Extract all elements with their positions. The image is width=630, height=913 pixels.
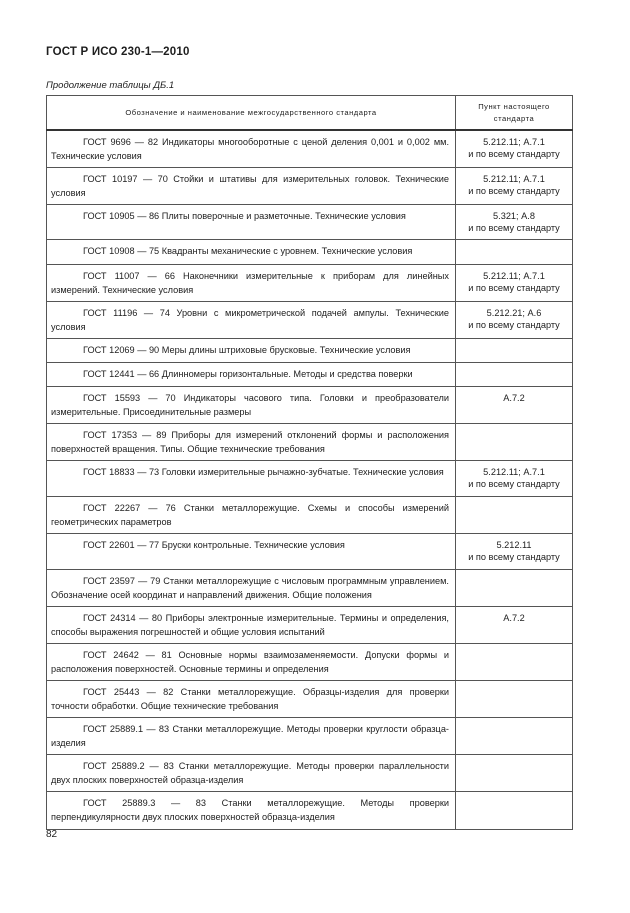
standard-name-cell: ГОСТ 25443 — 82 Станки металлорежущие. Образцы-изделия для проверки точности обработки. Общие технические требования (47, 681, 456, 718)
table-row (47, 424, 573, 461)
standard-name-cell: ГОСТ 12069 — 90 Меры длины штриховые брусковые. Технические условия (47, 339, 456, 363)
table-row (47, 607, 573, 644)
standard-name-cell: ГОСТ 12441 — 66 Длинномеры горизонтальные. Методы и средства поверки (47, 363, 456, 387)
clause-reference-cell: 5.212.11; А.7.1 и по всему стандарту (456, 461, 573, 497)
document-title: ГОСТ Р ИСО 230-1—2010 (46, 46, 190, 58)
standard-name-cell: ГОСТ 10197 — 70 Стойки и штативы для измерительных головок. Технические условия (47, 168, 456, 205)
table-header-row (47, 96, 573, 131)
clause-reference-cell: А.7.2 (456, 387, 573, 424)
table-row (47, 363, 573, 387)
standard-name-cell: ГОСТ 11196 — 74 Уровни с микрометрической подачей ампулы. Технические условия (47, 302, 456, 339)
table-row (47, 240, 573, 265)
standard-name-cell: ГОСТ 25889.3 — 83 Станки металлорежущие. Методы проверки перпендикулярности двух плоских поверхностей образца-изделия (47, 792, 456, 830)
table-row (47, 387, 573, 424)
clause-reference-cell (456, 718, 573, 755)
table-row (47, 205, 573, 240)
standard-name-cell: ГОСТ 9696 — 82 Индикаторы многооборотные с ценой деления 0,001 и 0,002 мм. Технические условия (47, 130, 456, 168)
standards-table (46, 95, 573, 830)
clause-reference-cell: 5.321; А.8 и по всему стандарту (456, 205, 573, 240)
table-row (47, 718, 573, 755)
table-row (47, 755, 573, 792)
clause-reference-cell (456, 644, 573, 681)
table-row (47, 461, 573, 497)
standard-name-cell: ГОСТ 24314 — 80 Приборы электронные измерительные. Термины и определения, способы выражения погрешностей и общие условия испытаний (47, 607, 456, 644)
table-row (47, 534, 573, 570)
page-number: 82 (46, 829, 58, 840)
standard-name-cell: ГОСТ 22601 — 77 Бруски контрольные. Технические условия (47, 534, 456, 570)
table-row (47, 792, 573, 830)
table-caption: Продолжение таблицы ДБ.1 (46, 80, 175, 91)
standard-name-cell: ГОСТ 10908 — 75 Квадранты механические с уровнем. Технические условия (47, 240, 456, 265)
table-row (47, 130, 573, 168)
table-row (47, 168, 573, 205)
standard-name-cell: ГОСТ 23597 — 79 Станки металлорежущие с числовым программным управлением. Обозначение осей координат и направлений движения. Общие положения (47, 570, 456, 607)
standard-name-cell: ГОСТ 25889.1 — 83 Станки металлорежущие. Методы проверки круглости образца-изделия (47, 718, 456, 755)
table-row (47, 302, 573, 339)
clause-reference-cell: 5.212.11; А.7.1 и по всему стандарту (456, 265, 573, 302)
standard-name-cell: ГОСТ 22267 — 76 Станки металлорежущие. Схемы и способы измерений геометрических параметров (47, 497, 456, 534)
clause-reference-cell (456, 497, 573, 534)
clause-reference-cell: 5.212.21; А.6 и по всему стандарту (456, 302, 573, 339)
clause-reference-cell (456, 424, 573, 461)
column-header-designation: Обозначение и наименование межгосударственного стандарта (47, 96, 456, 131)
table-row (47, 497, 573, 534)
table-row (47, 570, 573, 607)
clause-reference-cell (456, 570, 573, 607)
table-row (47, 644, 573, 681)
standard-name-cell: ГОСТ 11007 — 66 Наконечники измерительные к приборам для линейных измерений. Технические условия (47, 265, 456, 302)
clause-reference-cell: 5.212.11; А.7.1 и по всему стандарту (456, 130, 573, 168)
table-row (47, 265, 573, 302)
clause-reference-cell: 5.212.11 и по всему стандарту (456, 534, 573, 570)
clause-reference-cell (456, 363, 573, 387)
table-row (47, 339, 573, 363)
table-body (47, 130, 573, 830)
standard-name-cell: ГОСТ 10905 — 86 Плиты поверочные и разметочные. Технические условия (47, 205, 456, 240)
clause-reference-cell: А.7.2 (456, 607, 573, 644)
clause-reference-cell (456, 755, 573, 792)
standard-name-cell: ГОСТ 18833 — 73 Головки измерительные рычажно-зубчатые. Технические условия (47, 461, 456, 497)
standard-name-cell: ГОСТ 15593 — 70 Индикаторы часового типа. Головки и преобразователи измерительные. Присоединительные размеры (47, 387, 456, 424)
clause-reference-cell: 5.212.11; А.7.1 и по всему стандарту (456, 168, 573, 205)
clause-reference-cell (456, 681, 573, 718)
clause-reference-cell (456, 339, 573, 363)
column-header-clause: Пункт настоящего стандарта (456, 96, 573, 131)
standard-name-cell: ГОСТ 25889.2 — 83 Станки металлорежущие. Методы проверки параллельности двух плоских поверхностей образца-изделия (47, 755, 456, 792)
standard-name-cell: ГОСТ 24642 — 81 Основные нормы взаимозаменяемости. Допуски формы и расположения поверхностей. Основные термины и определения (47, 644, 456, 681)
clause-reference-cell (456, 792, 573, 830)
standard-name-cell: ГОСТ 17353 — 89 Приборы для измерений отклонений формы и расположения поверхностей вращения. Типы. Общие технические требования (47, 424, 456, 461)
table-row (47, 681, 573, 718)
clause-reference-cell (456, 240, 573, 265)
